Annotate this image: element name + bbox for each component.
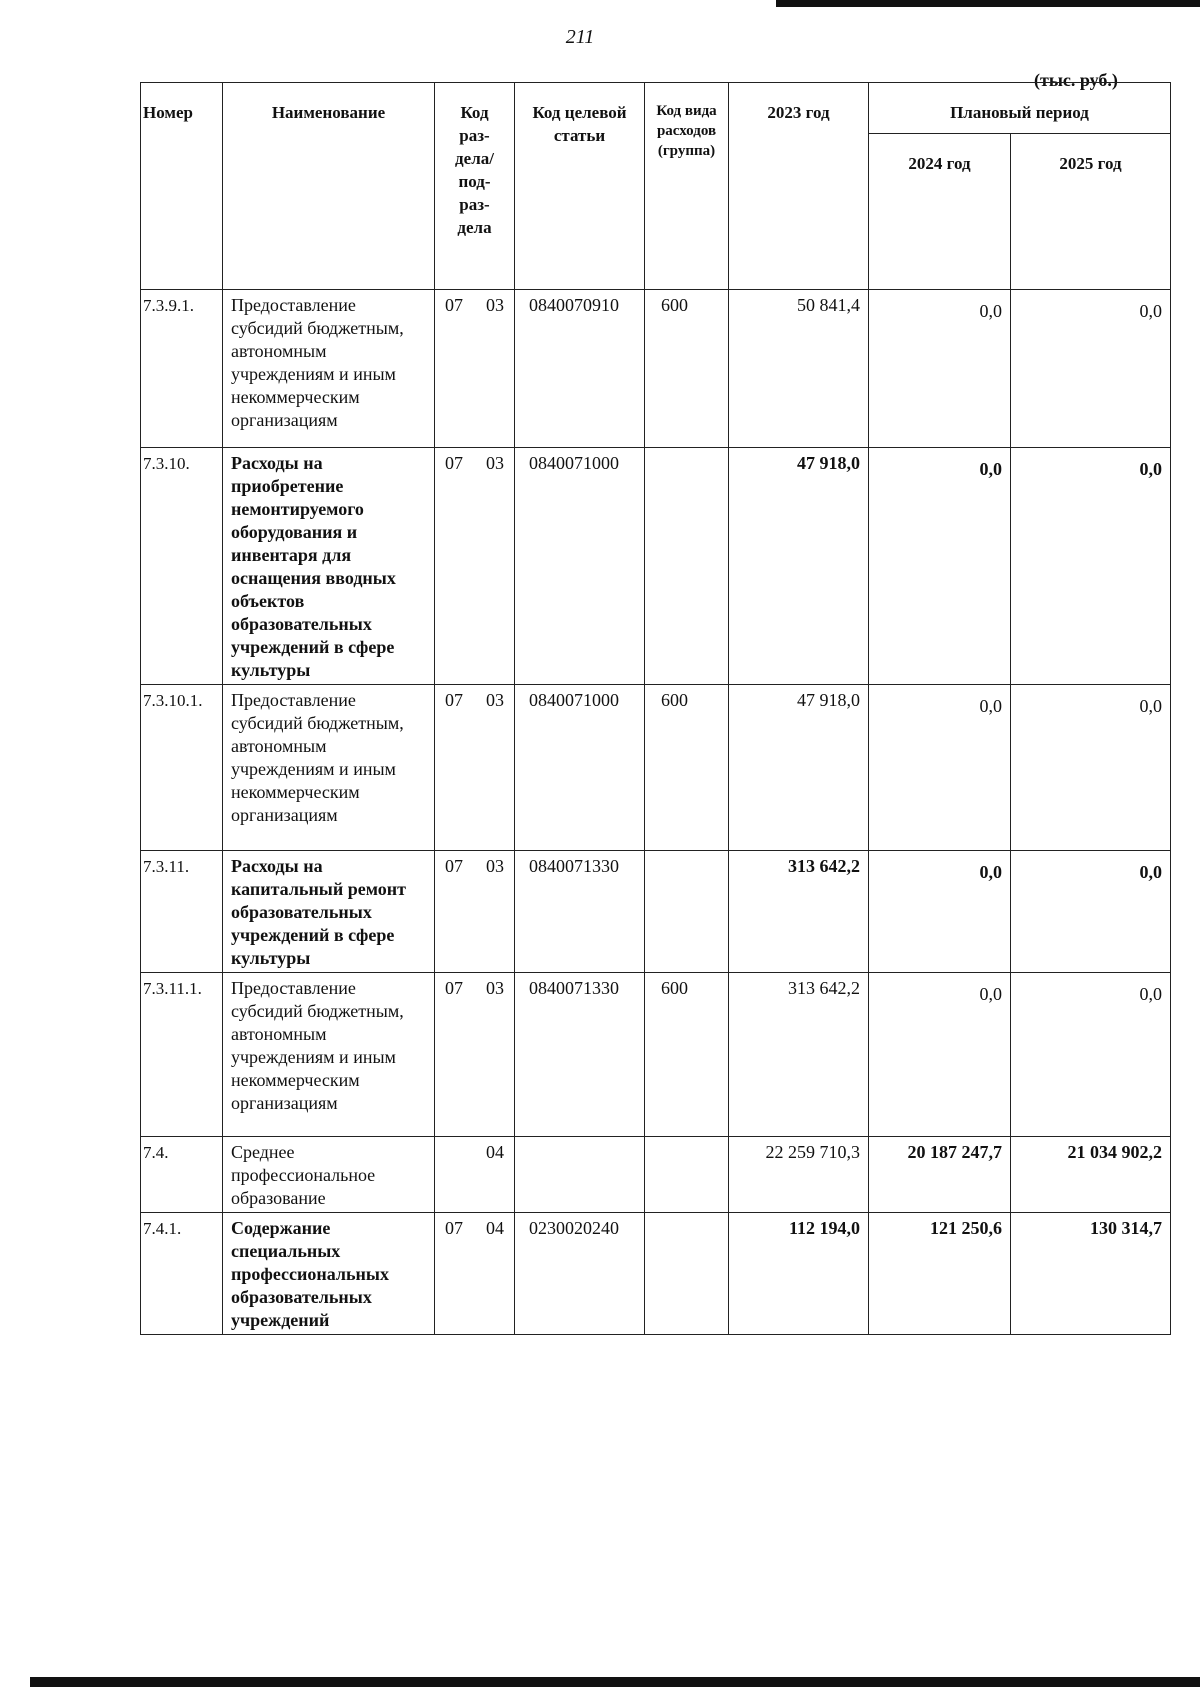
- row-value-2023: 47 918,0: [729, 685, 869, 851]
- row-name: Расходы на приобретение немонтируемого оборудования и инвентаря для оснащения вводных объектов образовательных учреждений в сфере культуры: [223, 448, 435, 685]
- row-name: Предоставление субсидий бюджетным, автономным учреждениям и иным некоммерческим организациям: [223, 973, 435, 1137]
- table-body: [141, 290, 1171, 1335]
- row-section-code: [435, 448, 515, 685]
- row-section-code: [435, 851, 515, 973]
- subsection-code: 03: [486, 453, 504, 473]
- row-expense-group: 600: [645, 290, 729, 448]
- row-number: 7.4.: [141, 1137, 223, 1213]
- section-code: 07: [445, 690, 463, 710]
- header-target-code: Код целевой статьи: [515, 83, 645, 290]
- row-number: 7.3.11.: [141, 851, 223, 973]
- row-number: 7.4.1.: [141, 1213, 223, 1335]
- row-number: 7.3.9.1.: [141, 290, 223, 448]
- row-value-2023: 47 918,0: [729, 448, 869, 685]
- subsection-code: 03: [486, 690, 504, 710]
- row-name: Среднее профессиональное образование: [223, 1137, 435, 1213]
- row-section-code: [435, 1137, 515, 1213]
- table-row: [141, 448, 1171, 685]
- subsection-code: 03: [486, 856, 504, 876]
- table-header: [141, 83, 1171, 290]
- row-value-2025: 0,0: [1011, 851, 1171, 973]
- table-row: [141, 685, 1171, 851]
- row-number: 7.3.11.1.: [141, 973, 223, 1137]
- header-name: Наименование: [223, 83, 435, 290]
- row-section-code: [435, 973, 515, 1137]
- row-value-2023: 22 259 710,3: [729, 1137, 869, 1213]
- subsection-code: 03: [486, 295, 504, 315]
- page-number: 211: [565, 26, 595, 48]
- row-target-code: [515, 1137, 645, 1213]
- header-year-2023: 2023 год: [729, 83, 869, 290]
- row-value-2025: 0,0: [1011, 685, 1171, 851]
- row-value-2023: 313 642,2: [729, 851, 869, 973]
- bottom-edge-bar: [30, 1677, 1200, 1687]
- header-planned-period: Плановый период: [869, 83, 1171, 134]
- row-value-2024: 20 187 247,7: [869, 1137, 1011, 1213]
- row-value-2025: 21 034 902,2: [1011, 1137, 1171, 1213]
- row-number: 7.3.10.1.: [141, 685, 223, 851]
- row-expense-group: 600: [645, 685, 729, 851]
- row-value-2023: 313 642,2: [729, 973, 869, 1137]
- subsection-code: 04: [486, 1142, 504, 1162]
- header-year-2025: 2025 год: [1011, 134, 1171, 290]
- row-value-2025: 0,0: [1011, 290, 1171, 448]
- row-expense-group: [645, 1137, 729, 1213]
- row-value-2024: 0,0: [869, 973, 1011, 1137]
- row-expense-group: [645, 448, 729, 685]
- row-expense-group: [645, 851, 729, 973]
- header-section-code: Код раз- дела/ под- раз- дела: [435, 83, 515, 290]
- row-target-code: 0840071330: [515, 851, 645, 973]
- table-row: [141, 1213, 1171, 1335]
- header-year-2024: 2024 год: [869, 134, 1011, 290]
- row-target-code: 0840071000: [515, 448, 645, 685]
- section-code: 07: [445, 295, 463, 315]
- row-section-code: [435, 290, 515, 448]
- table-row: [141, 1137, 1171, 1213]
- row-value-2023: 112 194,0: [729, 1213, 869, 1335]
- row-number: 7.3.10.: [141, 448, 223, 685]
- units-label: (тыс. руб.): [1034, 70, 1118, 90]
- subsection-code: 03: [486, 978, 504, 998]
- row-section-code: [435, 685, 515, 851]
- subsection-code: 04: [486, 1218, 504, 1238]
- header-expense-group: Код вида расходов (группа): [645, 83, 729, 290]
- row-target-code: 0840071000: [515, 685, 645, 851]
- section-code: 07: [445, 1218, 463, 1238]
- table-row: [141, 851, 1171, 973]
- row-name: Содержание специальных профессиональных образовательных учреждений: [223, 1213, 435, 1335]
- row-value-2024: 0,0: [869, 448, 1011, 685]
- row-value-2024: 0,0: [869, 851, 1011, 973]
- row-target-code: 0840070910: [515, 290, 645, 448]
- top-edge-bar: [776, 0, 1200, 7]
- row-target-code: 0840071330: [515, 973, 645, 1137]
- budget-table: [140, 82, 1171, 1335]
- row-value-2024: 0,0: [869, 290, 1011, 448]
- row-value-2024: 0,0: [869, 685, 1011, 851]
- row-value-2023: 50 841,4: [729, 290, 869, 448]
- row-value-2025: 0,0: [1011, 973, 1171, 1137]
- row-target-code: 0230020240: [515, 1213, 645, 1335]
- row-expense-group: [645, 1213, 729, 1335]
- row-name: Расходы на капитальный ремонт образовательных учреждений в сфере культуры: [223, 851, 435, 973]
- table-row: [141, 290, 1171, 448]
- row-name: Предоставление субсидий бюджетным, автономным учреждениям и иным некоммерческим организациям: [223, 685, 435, 851]
- header-number: Номер: [141, 83, 223, 290]
- section-code: 07: [445, 453, 463, 473]
- table-row: [141, 973, 1171, 1137]
- row-value-2025: 130 314,7: [1011, 1213, 1171, 1335]
- row-value-2024: 121 250,6: [869, 1213, 1011, 1335]
- row-value-2025: 0,0: [1011, 448, 1171, 685]
- section-code: 07: [445, 978, 463, 998]
- row-section-code: [435, 1213, 515, 1335]
- row-expense-group: 600: [645, 973, 729, 1137]
- row-name: Предоставление субсидий бюджетным, автономным учреждениям и иным некоммерческим организациям: [223, 290, 435, 448]
- section-code: 07: [445, 856, 463, 876]
